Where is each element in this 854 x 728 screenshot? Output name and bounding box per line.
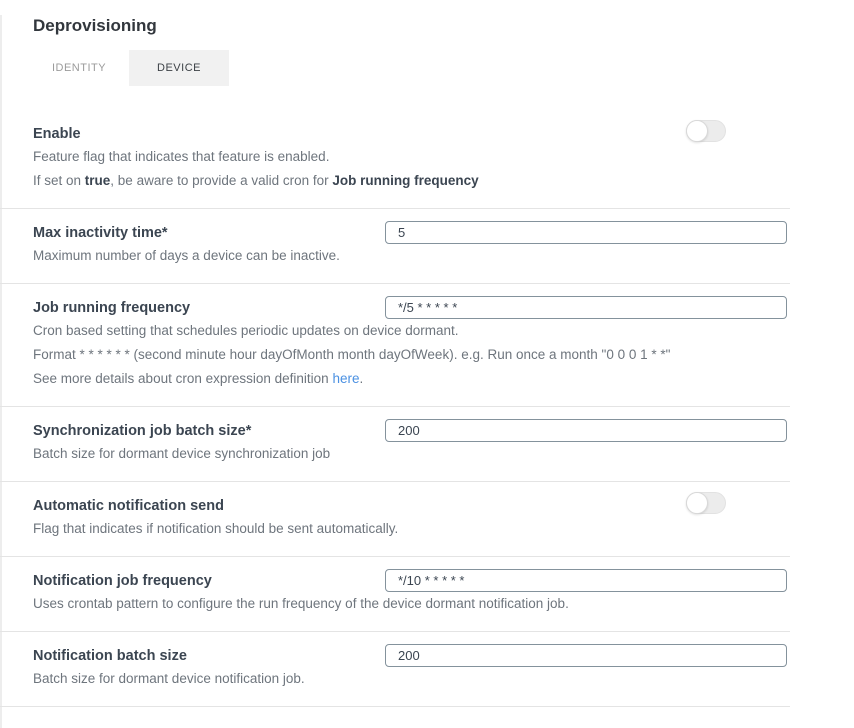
sync-batch-input[interactable] — [385, 419, 787, 442]
field-notification-batch-size — [0, 632, 790, 707]
enable-description-1: Feature flag that indicates that feature is enabled. — [33, 149, 330, 164]
auto-notification-label: Automatic notification send — [33, 498, 224, 514]
desc-text: See more details about cron expression definition — [33, 371, 333, 386]
job-frequency-description-2: Format * * * * * * (second minute hour dayOfMonth month dayOfWeek). e.g. Run once a month "0 0 0 1 * *" — [33, 347, 671, 362]
field-automatic-notification-send — [0, 482, 790, 557]
toggle-knob — [686, 120, 708, 142]
cron-docs-link[interactable]: here — [332, 371, 360, 386]
desc-text: If set on — [33, 173, 85, 188]
field-sync-job-batch-size — [0, 407, 790, 482]
job-frequency-input[interactable] — [385, 296, 787, 319]
notification-frequency-input[interactable] — [385, 569, 787, 592]
desc-text: . — [359, 371, 364, 386]
notification-batch-input[interactable] — [385, 644, 787, 667]
desc-bold-true: true — [84, 173, 111, 188]
toggle-knob — [686, 492, 708, 514]
tab-identity[interactable]: IDENTITY — [51, 62, 107, 74]
tab-device[interactable]: DEVICE — [129, 50, 229, 86]
desc-text: , be aware to provide a valid cron for — [110, 173, 333, 188]
job-frequency-description-1: Cron based setting that schedules periodic updates on device dormant. — [33, 323, 459, 338]
field-notification-job-frequency — [0, 557, 790, 632]
max-inactivity-label: Max inactivity time* — [33, 225, 168, 241]
max-inactivity-input[interactable] — [385, 221, 787, 244]
spacer — [0, 86, 854, 110]
field-max-inactivity-time — [0, 209, 790, 284]
notification-frequency-description: Uses crontab pattern to configure the run frequency of the device dormant notification job. — [33, 596, 569, 611]
auto-notification-description: Flag that indicates if notification should be sent automatically. — [33, 521, 399, 536]
field-job-running-frequency — [0, 284, 790, 407]
enable-label: Enable — [33, 126, 81, 142]
job-frequency-description-3 — [33, 367, 790, 391]
enable-toggle[interactable] — [686, 120, 726, 142]
field-enable — [0, 110, 790, 209]
sync-batch-label: Synchronization job batch size* — [33, 423, 252, 439]
sync-batch-description: Batch size for dormant device synchronization job — [33, 446, 331, 461]
tab-bar — [29, 50, 854, 86]
notification-frequency-label: Notification job frequency — [33, 573, 212, 589]
desc-bold-job-running-frequency: Job running frequency — [332, 173, 479, 188]
enable-description-2 — [33, 169, 790, 193]
job-frequency-label: Job running frequency — [33, 300, 191, 316]
notification-batch-description: Batch size for dormant device notification job. — [33, 671, 305, 686]
max-inactivity-description: Maximum number of days a device can be inactive. — [33, 248, 340, 263]
page-title: Deprovisioning — [33, 16, 157, 35]
auto-notification-toggle[interactable] — [686, 492, 726, 514]
notification-batch-label: Notification batch size — [33, 648, 187, 664]
